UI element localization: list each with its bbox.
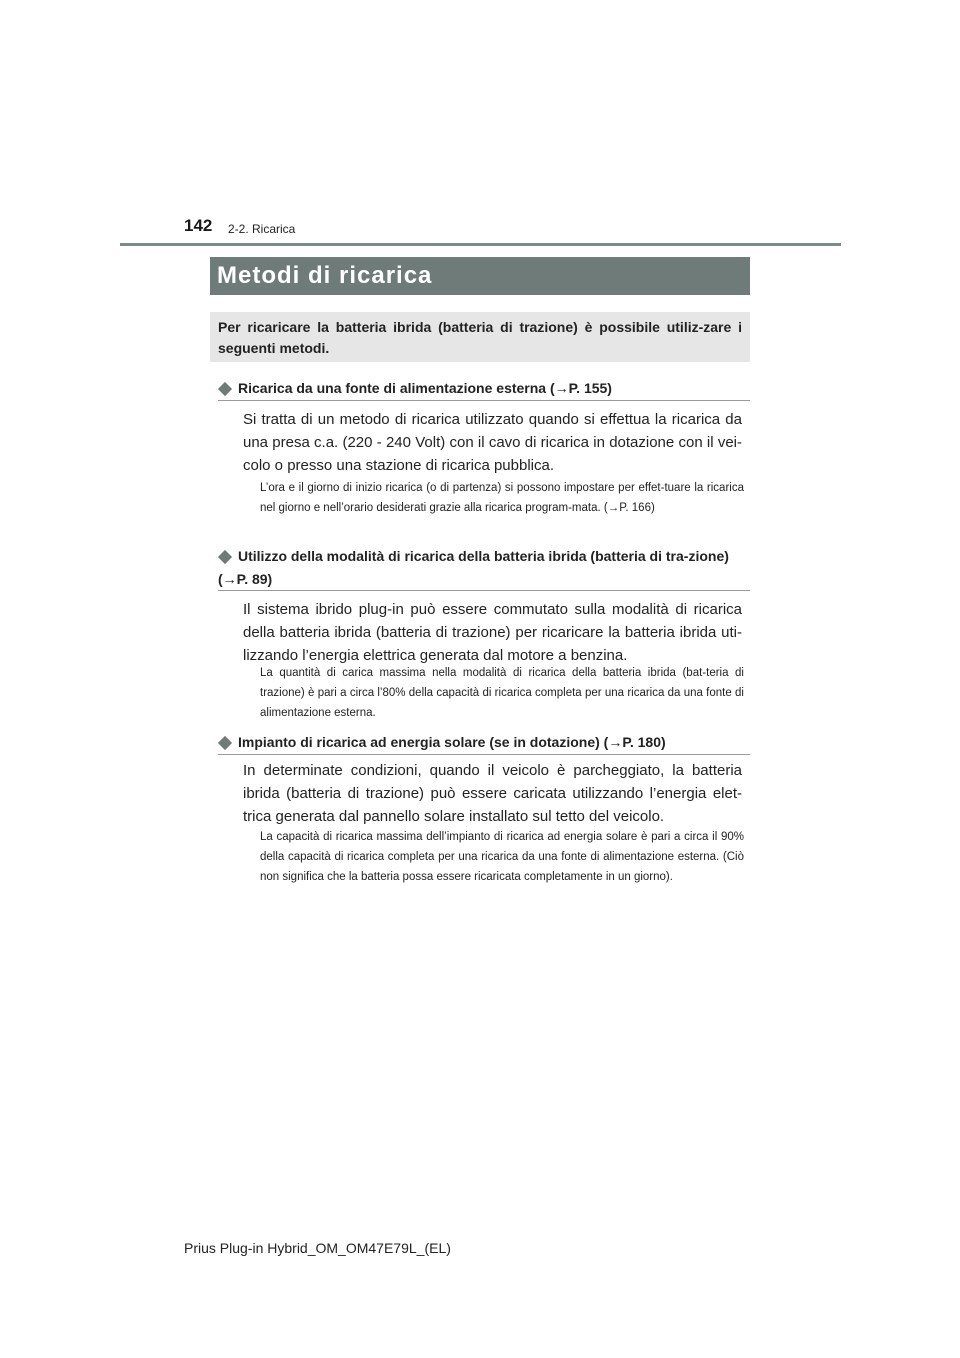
page-title-bar: [210, 257, 750, 295]
diamond-bullet-icon: [218, 382, 232, 396]
header-rule: [120, 243, 841, 246]
section-heading-solar-charging: [218, 731, 750, 754]
section-heading-rule: [218, 754, 750, 755]
document-footer: Prius Plug-in Hybrid_OM_OM47E79L_(EL): [184, 1240, 451, 1256]
page-title: Metodi di ricarica: [217, 262, 433, 289]
section-heading-rule: [218, 400, 750, 401]
intro-box: Per ricaricare la batteria ibrida (batteria di trazione) è possibile utiliz-zare i seguenti metodi.: [210, 312, 750, 362]
section-heading-text: Ricarica da una fonte di alimentazione esterna (→P. 155): [238, 380, 612, 396]
diamond-bullet-icon: [218, 550, 232, 564]
section-heading-rule: [218, 590, 750, 591]
section-note: La quantità di carica massima nella modalità di ricarica della batteria ibrida (bat-teria di trazione) è pari a circa l’80% della capacità di ricarica completa per una ricarica da una fonte di alimentazione esterna.: [260, 667, 744, 719]
section-note: L’ora e il giorno di inizio ricarica (o di partenza) si possono impostare per effet-tuare la ricarica nel giorno e nell’orario desiderati grazie alla ricarica program-mata. (→P. 166): [260, 482, 744, 514]
section-heading-hybrid-charge-mode: [218, 545, 750, 591]
section-label: 2-2. Ricarica: [228, 222, 296, 236]
section-body: In determinate condizioni, quando il veicolo è parcheggiato, la batteria ibrida (batteria di trazione) può essere caricata utilizzando l’energia elet-trica generata dal pannello solare installato sul tetto del veicolo.: [243, 762, 742, 825]
section-heading-text: Impianto di ricarica ad energia solare (se in dotazione) (→P. 180): [238, 734, 666, 750]
section-note: La capacità di ricarica massima dell’impianto di ricarica ad energia solare è pari a circa il 90% della capacità di ricarica completa per una ricarica da una fonte di alimentazione esterna. (Ciò non significa che la batteria possa essere ricaricata completamente in un giorno).: [260, 831, 744, 883]
section-heading-text: Utilizzo della modalità di ricarica della batteria ibrida (batteria di tra-zione) (→P. 89): [218, 548, 729, 587]
diamond-bullet-icon: [218, 736, 232, 750]
section-body: Il sistema ibrido plug-in può essere commutato sulla modalità di ricarica della batteria ibrida (batteria di trazione) per ricaricare la batteria ibrida uti-lizzando l’energia elettrica generata dal motore a benzina.: [243, 601, 742, 664]
section-body: Si tratta di un metodo di ricarica utilizzato quando si effettua la ricarica da una presa c.a. (220 - 240 Volt) con il cavo di ricarica in dotazione con il vei-colo o presso una stazione di ricarica pubblica.: [243, 411, 742, 474]
page-number: 142: [184, 216, 213, 235]
section-heading-external-charging: [218, 377, 750, 400]
